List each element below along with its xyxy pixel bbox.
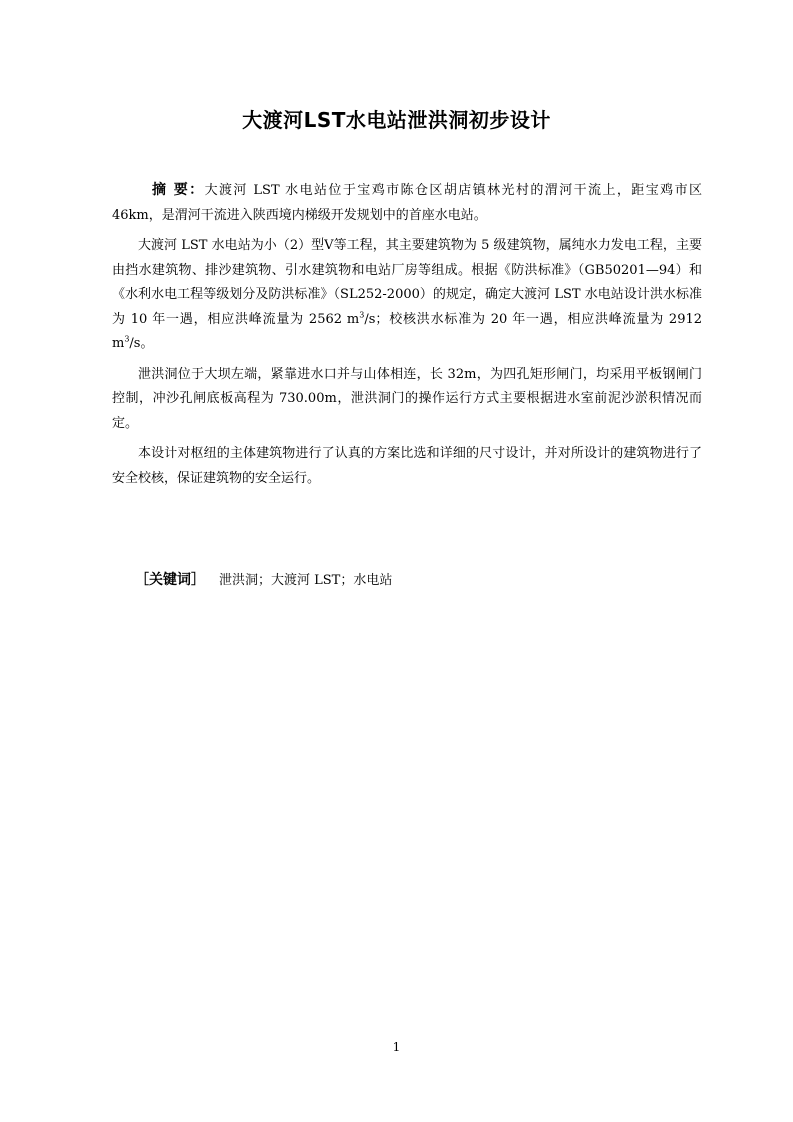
abstract-paragraph-1 [112, 178, 702, 228]
abstract-paragraph-3: 泄洪洞位于大坝左端，紧靠进水口并与山体相连，长 32m，为四孔矩形闸门，均采用平板钢闸门控制，冲沙孔闸底板高程为 730.00m，泄洪洞门的操作运行方式主要根据进水室前泥沙淤积情况而定。 [112, 366, 702, 431]
document-title: 大渡河LST水电站泄洪洞初步设计 [242, 108, 551, 132]
abstract-paragraph-1-text: 大渡河 LST 水电站位于宝鸡市陈仓区胡店镇林光村的渭河干流上，距宝鸡市区 46km，是渭河干流进入陕西境内梯级开发规划中的首座水电站。 [112, 183, 703, 223]
abstract-paragraph-2 [112, 234, 702, 357]
abstract-label: 摘 要： [152, 182, 205, 198]
keywords-label: ［关键词］ [135, 572, 205, 588]
superscript-cubic: 3 [359, 310, 365, 320]
abstract-paragraph-4: 本设计对枢纽的主体建筑物进行了认真的方案比选和详细的尺寸设计，并对所设计的建筑物进行了安全校核，保证建筑物的安全运行。 [112, 446, 702, 486]
abstract-paragraph-2-text: 大渡河 LST 水电站为小（2）型Ⅴ等工程，其主要建筑物为 5 级建筑物，属纯水力发电工程，主要由挡水建筑物、排沙建筑物、引水建筑物和电站厂房等组成。根据《防洪标准》（GB50201—94）和《水利水电工程等级划分及防洪标准》（SL252-2000）的规定，确定大渡河 LST 水电站设计洪水标准为 10 年一遇，相应洪峰流量为 2562 m [112, 238, 702, 327]
abstract-paragraph-2-end: /s。 [129, 336, 154, 351]
page-number: 1 [392, 1040, 401, 1054]
keywords-text: 泄洪洞；大渡河 LST；水电站 [219, 573, 393, 588]
abstract-section [112, 178, 702, 497]
keywords-line [135, 568, 392, 593]
superscript-cubic-2: 3 [124, 334, 130, 344]
abstract-paragraph-2-mid: /s；校核洪水标准为 20 年一遇，相应洪峰流量为 2912 m [112, 311, 703, 351]
